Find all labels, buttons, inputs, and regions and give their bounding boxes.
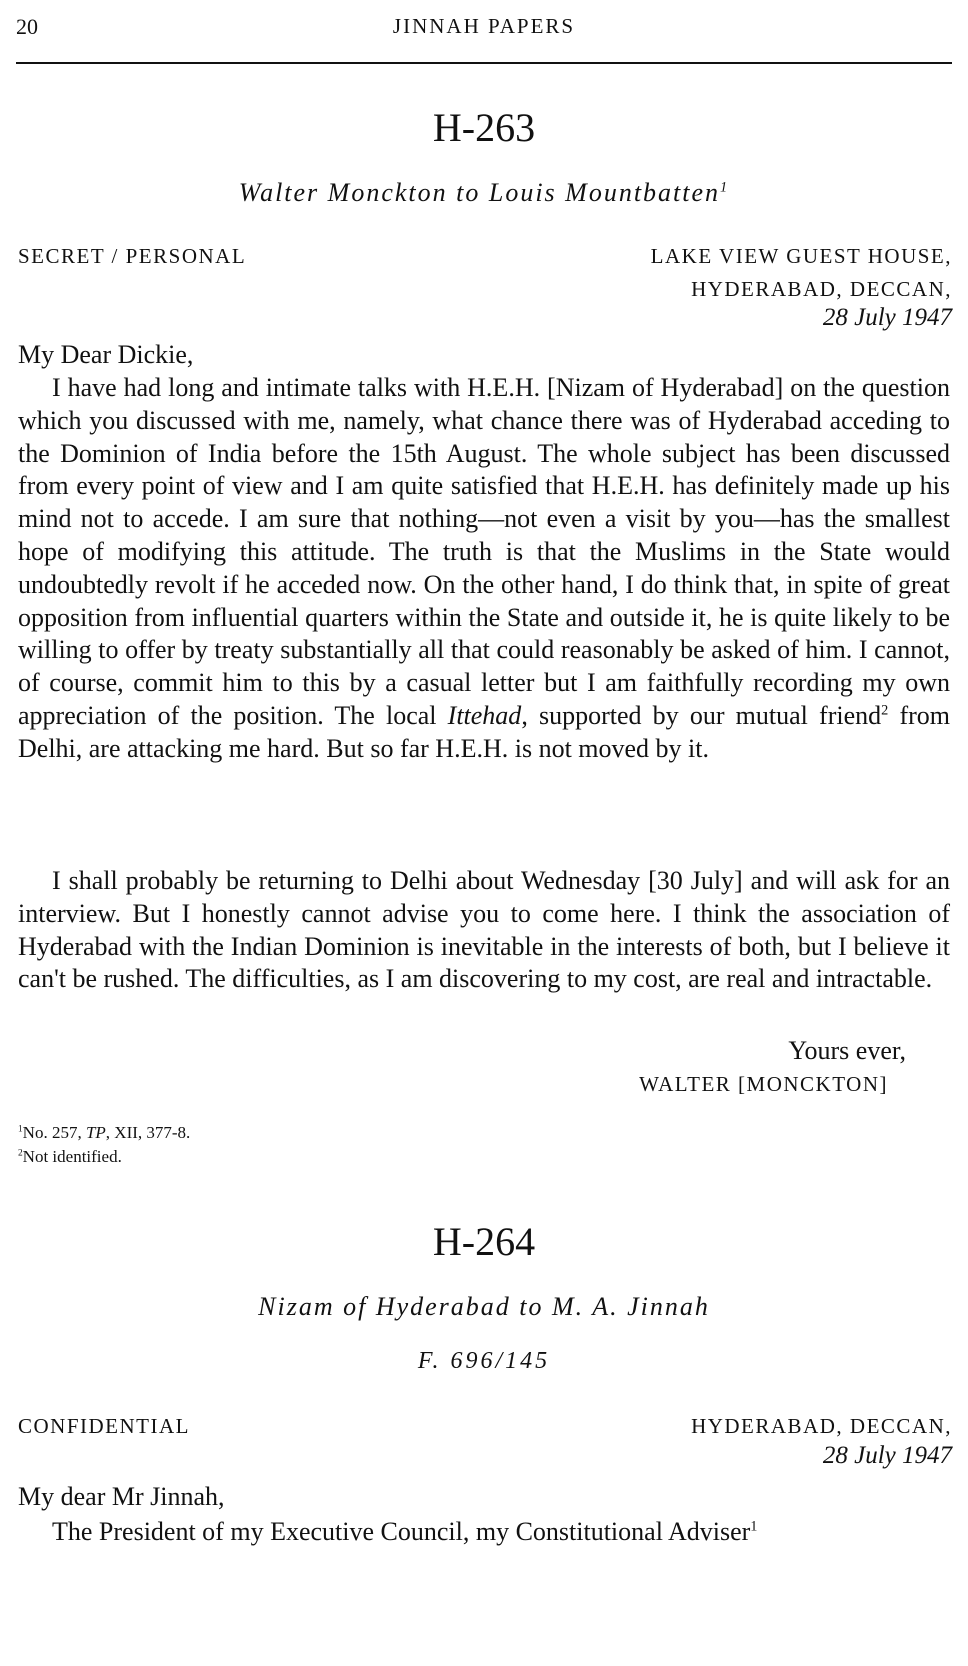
doc-subtitle-h264: Nizam of Hyderabad to M. A. Jinnah (258, 1292, 710, 1321)
footnote-text: Not identified. (22, 1147, 122, 1166)
date-h264: 28 July 1947 (822, 1442, 952, 1469)
signature-h263: WALTER [MONCKTON] (639, 1072, 888, 1096)
footnote-mark: 2 (18, 1148, 23, 1159)
classification-h264: CONFIDENTIAL (18, 1414, 190, 1438)
italic-term: Ittehad (447, 700, 522, 730)
subtitle-text: Walter Monckton to Louis Mountbatten (238, 178, 721, 207)
doc-number-h263: H-263 (432, 105, 536, 150)
address-line: HYDERABAD, DECCAN, (691, 277, 952, 301)
page-number: 20 (16, 14, 38, 39)
footnote-ref: 1 (750, 1518, 758, 1535)
paragraph-text: I have had long and intimate talks with H.E.H. [Nizam of Hyderabad] on the question which you discussed with me, namely, what chance there was of Hyderabad acceding to the Dominion of India before the 15th August. The whole subject has been discussed from every point of view and I am quite satisfied that H.E.H. has definitely made up his mind not to accede. I am sure that nothing—not even a visit by you—has the smallest hope of modifying this attitude. The truth is that the Muslims in the State would undoubtedly revolt if he acceded now. On the other hand, I do think that, in spite of great opposition from influential quarters within the State and outside it, he is quite likely to be willing to offer by treaty substantially all that could reasonably be asked of him. I cannot, of course, commit him to this by a casual letter but I am faithfully recording my own appreciation of the position. The local (18, 373, 950, 730)
footnote-mark: 1 (18, 1124, 23, 1135)
footnote-ref: 1 (720, 179, 730, 196)
header-rule (16, 62, 952, 64)
salutation-h263: My Dear Dickie, (18, 340, 194, 369)
paragraph-text: from Delhi, are attacking me hard. But so far H.E.H. is not moved by it. (18, 700, 950, 763)
classification-h263: SECRET / PERSONAL (18, 244, 247, 268)
running-title: JINNAH PAPERS (392, 14, 576, 38)
paragraph-text: , supported by our mutual friend (521, 700, 882, 730)
salutation-h264: My dear Mr Jinnah, (18, 1482, 225, 1511)
address-line: LAKE VIEW GUEST HOUSE, (650, 244, 952, 268)
file-reference-h264: F. 696/145 (417, 1348, 551, 1374)
footnote-text: No. 257, (22, 1123, 86, 1142)
closing-h263: Yours ever, (788, 1036, 906, 1065)
address-block-h264 (691, 1410, 952, 1443)
doc-subtitle-h263 (0, 178, 968, 208)
address-block-h263 (651, 240, 952, 306)
doc-number-h264: H-264 (432, 1219, 536, 1264)
address-line: HYDERABAD, DECCAN, (691, 1414, 952, 1438)
paragraph-text: The President of my Executive Council, my Constitutional Adviser (52, 1517, 751, 1546)
footnote-text: , XII, 377-8. (105, 1123, 191, 1142)
footnote-italic: TP (85, 1123, 106, 1142)
paragraph-1-h263 (18, 372, 950, 766)
date-h263: 28 July 1947 (822, 304, 952, 331)
paragraph-2-h263 (18, 865, 950, 996)
paragraph-text: I shall probably be returning to Delhi about Wednesday [30 July] and will ask for an interview. But I honestly cannot advise you to come here. I think the association of Hyderabad with the Indian Dominion is inevitable in the interests of both, but I believe it can't be rushed. The difficulties, as I am discovering to my cost, are real and intractable. (18, 866, 950, 994)
footnote-2 (18, 1146, 122, 1168)
paragraph-1-h264 (18, 1516, 950, 1549)
footnote-1 (18, 1122, 190, 1144)
footnote-ref: 2 (881, 702, 889, 719)
